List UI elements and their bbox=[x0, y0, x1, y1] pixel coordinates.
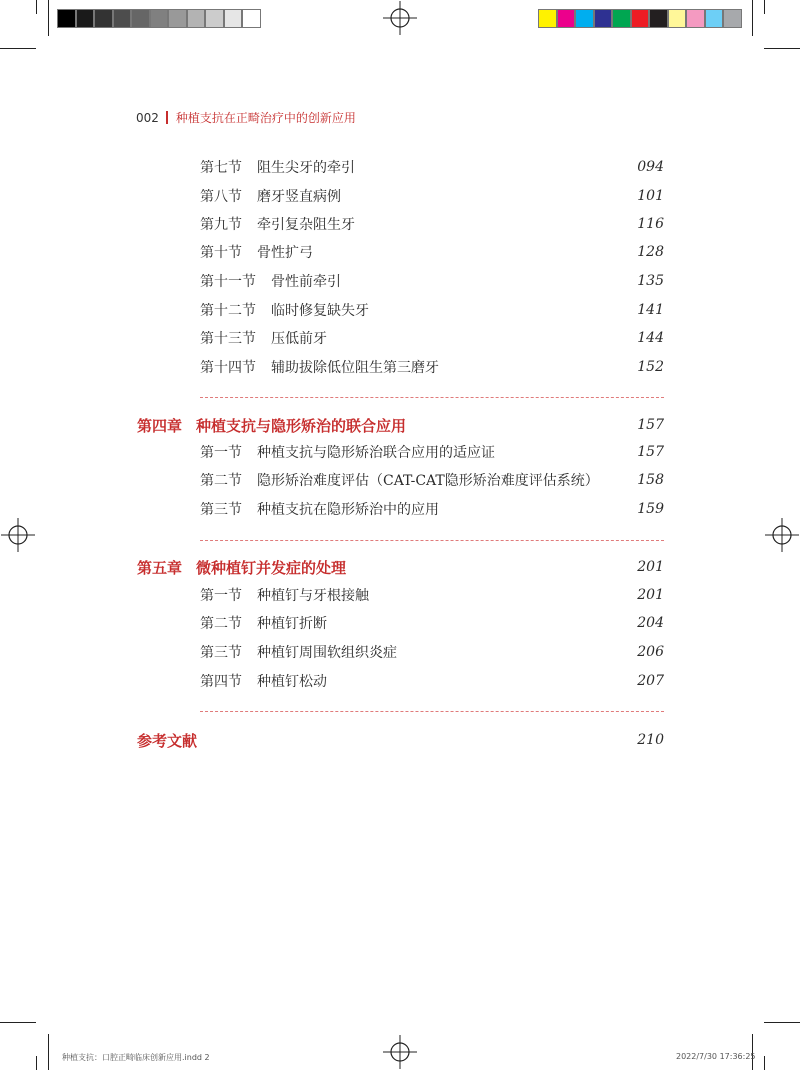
toc-entry[interactable]: 第七节 阻生尖牙的牵引 094 bbox=[200, 159, 664, 176]
toc-page-number: 144 bbox=[637, 330, 664, 346]
gray-swatch bbox=[57, 9, 76, 28]
crop-mark bbox=[764, 0, 765, 14]
toc-entry[interactable]: 第十一节 骨性前牵引 135 bbox=[200, 273, 664, 290]
toc-entry[interactable]: 第十二节 临时修复缺失牙 141 bbox=[200, 302, 664, 319]
crop-mark bbox=[764, 1022, 800, 1023]
chapter-number: 第五章 bbox=[137, 558, 183, 577]
gray-swatch bbox=[168, 9, 187, 28]
process-swatch bbox=[557, 9, 576, 28]
crop-mark bbox=[36, 1056, 37, 1070]
chapter-number: 第四章 bbox=[137, 416, 183, 435]
crop-mark bbox=[48, 0, 49, 36]
toc-entry[interactable]: 第二节 隐形矫治难度评估（CAT-CAT隐形矫治难度评估系统） 158 bbox=[200, 472, 664, 489]
toc-entry[interactable]: 第八节 磨牙竖直病例 101 bbox=[200, 188, 664, 205]
toc-entry[interactable]: 第十四节 辅助拔除低位阻生第三磨牙 152 bbox=[200, 359, 664, 376]
book-title: 种植支抗在正畸治疗中的创新应用 bbox=[175, 111, 356, 125]
toc-page-number: 201 bbox=[637, 559, 664, 575]
process-swatch bbox=[723, 9, 742, 28]
toc-page-number: 135 bbox=[637, 273, 664, 289]
process-swatch bbox=[686, 9, 705, 28]
section-divider bbox=[200, 397, 664, 398]
toc-chapter-4[interactable] bbox=[137, 413, 664, 437]
registration-mark-icon bbox=[765, 518, 799, 552]
toc-entry[interactable]: 第四节 种植钉松动 207 bbox=[200, 673, 664, 690]
toc-page-number: 201 bbox=[637, 587, 664, 603]
toc-entry[interactable]: 第九节 牵引复杂阻生牙 116 bbox=[200, 216, 664, 233]
toc-page-number: 094 bbox=[637, 159, 664, 175]
gray-swatch bbox=[187, 9, 206, 28]
toc-entry[interactable]: 第十三节 压低前牙 144 bbox=[200, 330, 664, 347]
process-swatch bbox=[612, 9, 631, 28]
gray-swatch bbox=[94, 9, 113, 28]
toc-entry[interactable]: 第一节 种植钉与牙根接触 201 bbox=[200, 587, 664, 604]
gray-swatch bbox=[205, 9, 224, 28]
toc-chapter-5[interactable] bbox=[137, 555, 664, 579]
process-swatch bbox=[705, 9, 724, 28]
gray-swatch bbox=[150, 9, 169, 28]
crop-mark bbox=[48, 1034, 49, 1070]
toc-page-number: 159 bbox=[637, 501, 664, 517]
gray-swatch bbox=[131, 9, 150, 28]
process-swatch bbox=[538, 9, 557, 28]
toc-entry[interactable]: 第二节 种植钉折断 204 bbox=[200, 615, 664, 632]
registration-mark-icon bbox=[1, 518, 35, 552]
crop-mark bbox=[0, 48, 36, 49]
process-swatch bbox=[575, 9, 594, 28]
references-title: 参考文献 bbox=[137, 731, 198, 750]
process-swatch bbox=[668, 9, 687, 28]
toc-page-number: 141 bbox=[637, 302, 664, 318]
gray-color-bar bbox=[57, 9, 261, 28]
toc-page-number: 204 bbox=[637, 615, 664, 631]
toc-entry[interactable]: 第三节 种植支抗在隐形矫治中的应用 159 bbox=[200, 501, 664, 518]
crop-mark bbox=[764, 48, 800, 49]
crop-mark bbox=[36, 0, 37, 14]
gray-swatch bbox=[76, 9, 95, 28]
chapter-title: 微种植钉并发症的处理 bbox=[196, 558, 347, 577]
toc-entry[interactable]: 第三节 种植钉周围软组织炎症 206 bbox=[200, 644, 664, 661]
crop-mark bbox=[0, 1022, 36, 1023]
section-divider bbox=[200, 540, 664, 541]
toc-page-number: 207 bbox=[637, 673, 664, 689]
chapter-title: 种植支抗与隐形矫治的联合应用 bbox=[196, 416, 407, 435]
gray-swatch bbox=[242, 9, 261, 28]
toc-page-number: 101 bbox=[637, 188, 664, 204]
toc-page-number: 128 bbox=[637, 244, 664, 260]
toc-page-number: 116 bbox=[637, 216, 664, 232]
section-divider bbox=[200, 711, 664, 712]
registration-mark-icon bbox=[383, 1, 417, 35]
process-swatch bbox=[594, 9, 613, 28]
crop-mark bbox=[764, 1056, 765, 1070]
toc-page-number: 157 bbox=[637, 417, 664, 433]
toc-entry[interactable]: 第十节 骨性扩弓 128 bbox=[200, 244, 664, 261]
process-swatch bbox=[631, 9, 650, 28]
page-number: 002 bbox=[136, 110, 159, 125]
gray-swatch bbox=[113, 9, 132, 28]
process-swatch bbox=[649, 9, 668, 28]
toc-references[interactable] bbox=[137, 728, 664, 752]
gray-swatch bbox=[224, 9, 243, 28]
toc-page-number: 210 bbox=[637, 732, 664, 748]
crop-mark bbox=[752, 0, 753, 36]
toc-page-number: 206 bbox=[637, 644, 664, 660]
toc-page-number: 158 bbox=[637, 472, 664, 488]
toc-entry[interactable]: 第一节 种植支抗与隐形矫治联合应用的适应证 157 bbox=[200, 444, 664, 461]
registration-mark-icon bbox=[383, 1035, 417, 1069]
toc-page-number: 152 bbox=[637, 359, 664, 375]
slug-file-name: 种植支抗：口腔正畸临床创新应用.indd 2 bbox=[62, 1053, 210, 1062]
slug-timestamp: 2022/7/30 17:36:25 bbox=[676, 1052, 756, 1061]
process-color-bar bbox=[538, 9, 742, 28]
running-header bbox=[136, 109, 356, 126]
header-separator bbox=[166, 111, 168, 124]
toc-page-number: 157 bbox=[637, 444, 664, 460]
